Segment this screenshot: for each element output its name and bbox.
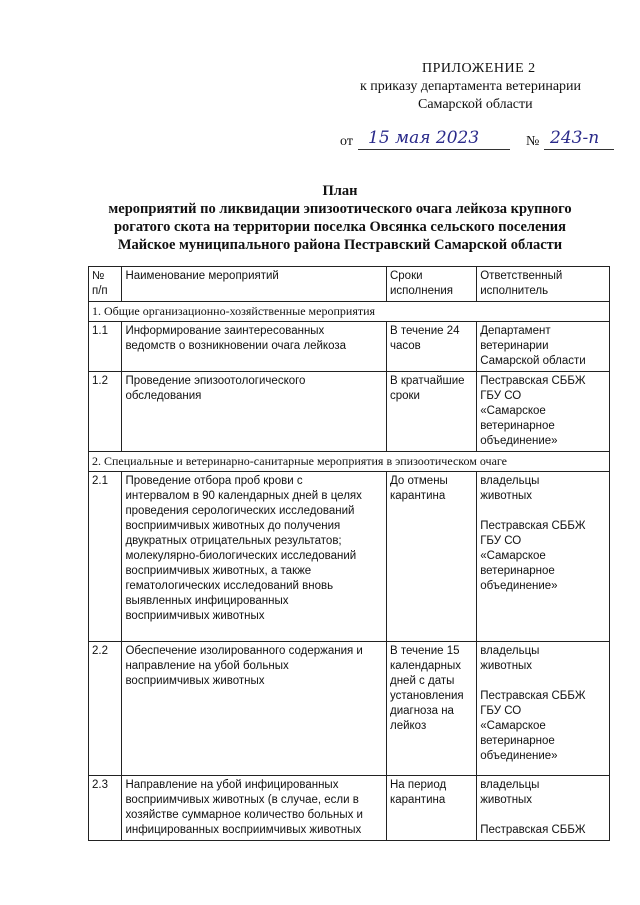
appendix-region: Самарской области [418,97,533,112]
order-number-handwritten: 243-п [550,128,600,148]
row-name: Проведение эпизоотологического обследования [122,372,387,452]
plan-title-line3: рогатого скота на территории поселка Овсянка сельского поселения [113,219,567,235]
appendix-subtitle: к приказу департамента ветеринарии [360,79,582,94]
table-row [89,472,610,642]
table-row [89,322,610,372]
order-date-handwritten: 15 мая 2023 [368,128,480,148]
row-term: В кратчайшие сроки [386,372,476,452]
row-name: Проведение отбора проб крови с интервалом в 90 календарных дней в целях проведения серологических исследований восприимчивых животных до получения двукратных отрицательных результатов; молекулярно-биологических исследований восприимчивых животных, а также гематологических исследований вновь выявленных инфицированных восприимчивых животных [122,472,387,642]
header-num: № п/п [89,267,122,302]
row-name: Направление на убой инфицированных восприимчивых животных (в случае, если в хозяйстве суммарное количество больных и инфицированных восприимчивых животных [122,776,387,841]
table-row [89,776,610,841]
plan-title [60,182,620,254]
date-underline [358,149,510,150]
row-responsible: владельцы животных Пестравская СББЖ ГБУ СО «Самарское ветеринарное объединение» [477,472,610,642]
table-header-row [89,267,610,302]
plan-title-line2: мероприятий по ликвидации эпизоотического очага лейкоза крупного [108,201,572,217]
row-num: 1.2 [89,372,122,452]
row-term: В течение 24 часов [386,322,476,372]
section-row [89,452,610,472]
number-underline [544,149,614,150]
table-row [89,372,610,452]
row-num: 1.1 [89,322,122,372]
section-row [89,302,610,322]
order-reference [340,128,620,154]
row-term: На период карантина [386,776,476,841]
row-responsible: владельцы животных Пестравская СББЖ ГБУ СО «Самарское ветеринарное объединение» [477,642,610,776]
plan-title-line4: Майское муниципального района Пестравский Самарской области [117,237,563,253]
appendix-title: ПРИЛОЖЕНИЕ 2 [422,61,536,76]
plan-title-line1: План [322,183,358,199]
section-1-title: 1. Общие организационно-хозяйственные мероприятия [89,302,610,322]
row-responsible: владельцы животных Пестравская СББЖ [477,776,610,841]
row-name: Информирование заинтересованных ведомств о возникновении очага лейкоза [122,322,387,372]
section-2-title: 2. Специальные и ветеринарно-санитарные мероприятия в эпизоотическом очаге [89,452,610,472]
row-term: В течение 15 календарных дней с даты установления диагноза на лейкоз [386,642,476,776]
header-name: Наименование мероприятий [122,267,387,302]
row-num: 2.2 [89,642,122,776]
order-from-label: от [340,134,353,149]
row-term: До отмены карантина [386,472,476,642]
measures-table [88,266,610,841]
appendix-header [360,60,620,114]
row-name: Обеспечение изолированного содержания и направление на убой больных восприимчивых животных [122,642,387,776]
row-responsible: Департамент ветеринарии Самарской области [477,322,610,372]
row-responsible: Пестравская СББЖ ГБУ СО «Самарское ветеринарное объединение» [477,372,610,452]
table-row [89,642,610,776]
header-responsible: Ответственный исполнитель [477,267,610,302]
row-num: 2.1 [89,472,122,642]
header-term: Сроки исполнения [386,267,476,302]
row-num: 2.3 [89,776,122,841]
order-number-label: № [526,134,540,149]
